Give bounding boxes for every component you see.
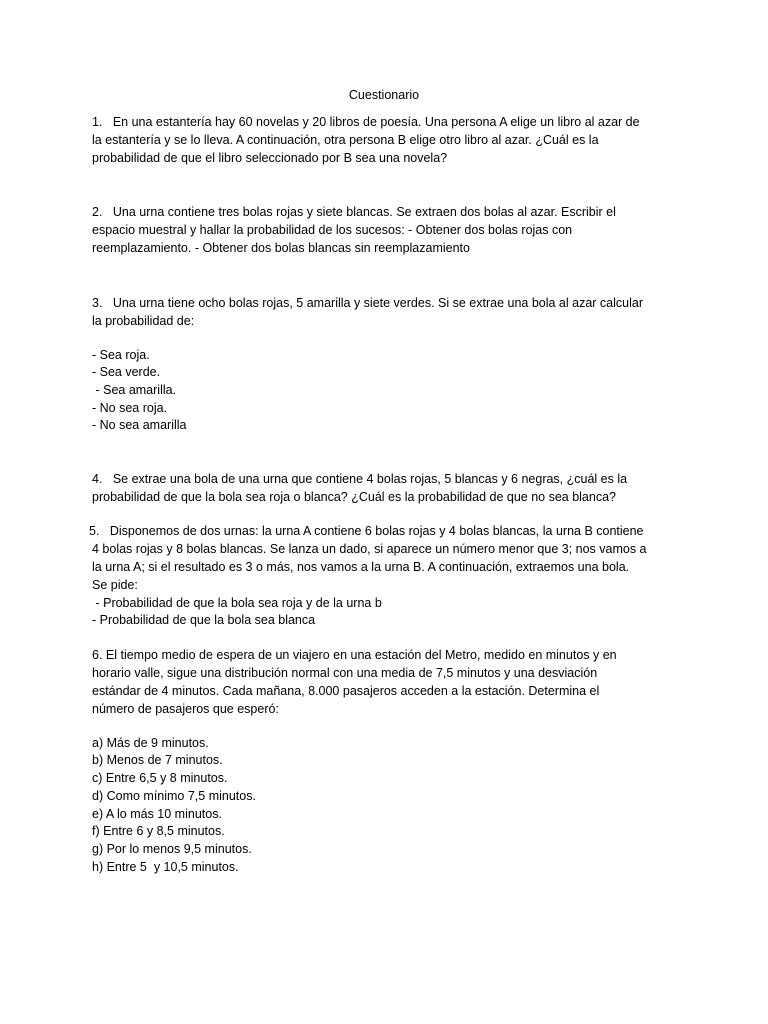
question-4-line-2: probabilidad de que la bola sea roja o blanca? ¿Cuál es la probabilidad de que no sea blanca? <box>92 490 616 504</box>
question-5-line-1: 5. Disponemos de dos urnas: la urna A contiene 6 bolas rojas y 4 bolas blancas, la urna B contiene <box>89 524 644 538</box>
question-5-line-2: 4 bolas rojas y 8 bolas blancas. Se lanza un dado, si aparece un número menor que 3; nos vamos a <box>92 542 647 556</box>
question-3-line-2: la probabilidad de: <box>92 314 195 328</box>
question-6-line-3: estándar de 4 minutos. Cada mañana, 8.000 pasajeros acceden a la estación. Determina el <box>92 684 600 698</box>
question-6-item: h) Entre 5 y 10,5 minutos. <box>92 860 239 874</box>
question-5-item: - Probabilidad de que la bola sea roja y de la urna b <box>92 596 382 610</box>
question-6-item: a) Más de 9 minutos. <box>92 736 209 750</box>
question-5-item: - Probabilidad de que la bola sea blanca <box>92 613 316 627</box>
question-2-line-3: reemplazamiento. - Obtener dos bolas blancas sin reemplazamiento <box>92 241 470 255</box>
question-3-item: - No sea roja. <box>92 401 168 415</box>
question-6-item: g) Por lo menos 9,5 minutos. <box>92 842 252 856</box>
question-6-item: f) Entre 6 y 8,5 minutos. <box>92 824 225 838</box>
question-1-line-3: probabilidad de que el libro seleccionado por B sea una novela? <box>92 151 448 165</box>
question-5-line-4: Se pide: <box>92 578 138 592</box>
question-3-item: - Sea verde. <box>92 365 161 379</box>
question-6-item: d) Como mínimo 7,5 minutos. <box>92 789 256 803</box>
question-5-line-3: la urna A; si el resultado es 3 o más, nos vamos a la urna B. A continuación, extraemos una bola. <box>92 560 630 574</box>
question-1-line-2: la estantería y se lo lleva. A continuación, otra persona B elige otro libro al azar. ¿Cuál es la <box>92 133 599 147</box>
question-3-line-1: 3. Una urna tiene ocho bolas rojas, 5 amarilla y siete verdes. Si se extrae una bola al azar calcular <box>92 296 643 310</box>
question-6-line-2: horario valle, sigue una distribución normal con una media de 7,5 minutos y una desviación <box>92 666 598 680</box>
question-1-line-1: 1. En una estantería hay 60 novelas y 20 libros de poesía. Una persona A elige un libro al azar de <box>92 115 640 129</box>
question-4-line-1: 4. Se extrae una bola de una urna que contiene 4 bolas rojas, 5 blancas y 6 negras, ¿cuál es la <box>92 472 628 486</box>
question-2-line-1: 2. Una urna contiene tres bolas rojas y siete blancas. Se extraen dos bolas al azar. Escribir el <box>92 205 616 219</box>
question-6-item: e) A lo más 10 minutos. <box>92 807 222 821</box>
question-6-line-1: 6. El tiempo medio de espera de un viajero en una estación del Metro, medido en minutos y en <box>92 648 617 662</box>
question-3-item: - Sea amarilla. <box>92 383 177 397</box>
question-6-item: c) Entre 6,5 y 8 minutos. <box>92 771 228 785</box>
question-3-item: - No sea amarilla <box>92 418 187 432</box>
question-6-item: b) Menos de 7 minutos. <box>92 753 223 767</box>
question-2-line-2: espacio muestral y hallar la probabilidad de los sucesos: - Obtener dos bolas rojas con <box>92 223 573 237</box>
page-title: Cuestionario <box>348 88 420 102</box>
question-6-line-4: número de pasajeros que esperó: <box>92 702 279 716</box>
question-3-item: - Sea roja. <box>92 348 150 362</box>
